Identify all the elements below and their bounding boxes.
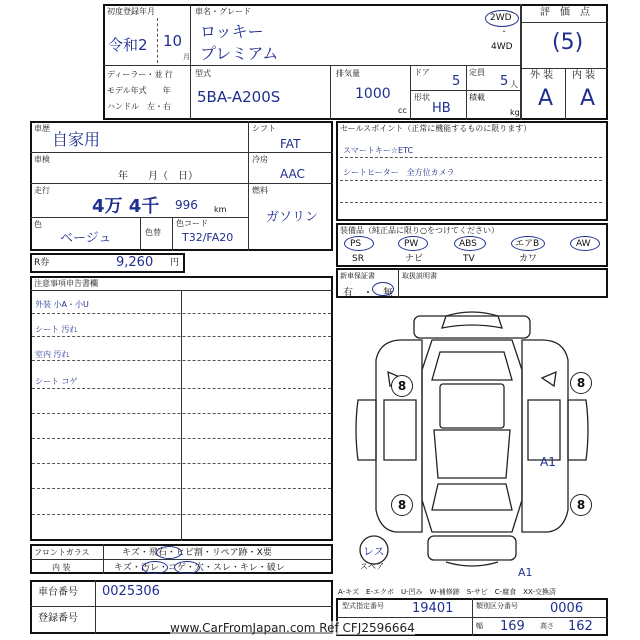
history-label: 車歴 [34,124,50,133]
note-item-2: シート 汚れ [35,325,78,334]
equip-airbag: エアB [515,239,540,249]
fuel-value: ガソリン [266,210,319,225]
dent-rear-right: 8 [570,494,592,516]
shape-label: 形状 [414,93,430,102]
car-diagram [336,300,608,580]
interior-grade: A [580,86,596,111]
spare-tire-label: スペア [360,562,384,571]
dealer-parallel: ディーラー・並 行 [107,70,173,79]
watermark: www.CarFromJapan.com Ref CFJ2596664 [170,621,415,635]
sales-item-1: スマートキー☆ETC [343,146,414,155]
drive-2wd: 2WD [490,13,512,23]
equip-aw: AW [576,239,591,249]
score-value: (5) [552,30,584,55]
front-glass-value: キズ・飛石・ヒビ割・リペア跡・X要 [122,548,272,558]
color-code-label: 色コード [176,219,208,228]
door-value: 5 [452,74,461,89]
door-label: ドア [414,68,430,77]
recycle-fee-box [30,253,185,273]
note-item-3: 室内 汚れ [35,350,70,359]
reg-date-label: 初度登録年月 [107,7,155,16]
registration-label: 登録番号 [38,613,78,624]
type-designation-label: 型式指定番号 [342,602,384,610]
warranty-value: 有 ・ 無 [343,288,393,299]
color-change-label: 色替 [145,228,161,237]
car-name: ロッキー [200,22,264,41]
dent-front-right: 8 [570,372,592,394]
fuel-label: 燃料 [252,186,268,195]
exterior-grade-label: 外 装 [530,70,554,81]
capacity-label: 定員 [469,68,485,77]
history-value: 自家用 [52,130,101,149]
dent-front-left: 8 [391,375,413,397]
ac-label: 冷房 [252,155,268,164]
height-label: 高さ [540,622,554,630]
chassis-label: 車台番号 [38,587,78,598]
drive-dot: ・ [500,27,508,36]
recycle-fee-value: 9,260 [116,255,154,270]
reg-month: 10 [163,32,183,50]
reg-month-unit: 月 [183,53,190,61]
shift-value: FAT [280,137,301,151]
mileage-value: 4万 4千 [92,196,160,217]
capacity-value: 5 [500,74,509,89]
spare-tire-mark: レス [363,545,385,558]
equip-navi: ナビ [405,254,424,264]
recycle-fee-label: R券 [34,258,50,268]
type-label: 型式 [195,69,211,78]
mileage-label: 走行 [34,186,50,195]
handle-side: ハンドル 左・右 [107,102,171,111]
shape-value: HB [432,101,451,116]
model-year: モデル年式 年 [107,86,171,95]
displacement-unit: cc [398,106,407,115]
car-grade: プレミアム [200,44,279,63]
equip-ps: PS [350,239,362,249]
warranty-label: 新車保証書 [340,272,375,280]
score-label: 評 価 点 [540,7,590,18]
width-label: 幅 [476,622,483,630]
width-value: 169 [500,619,525,634]
equip-pw: PW [404,239,419,249]
mileage-small: 996 [175,198,198,212]
front-glass-label: フロントガラス [34,548,90,557]
chassis-value: 0025306 [102,584,160,599]
color-value: ベージュ [60,231,112,246]
equip-leather: カワ [519,254,538,264]
exterior-grade: A [538,86,554,111]
dent-rear-left: 8 [391,494,413,516]
equip-tv: TV [463,254,475,264]
height-value: 162 [568,619,593,634]
equipment-label: 装備品（純正品に限り○をつけてください） [340,226,499,235]
classification-label: 類別区分番号 [476,602,518,610]
manual-label: 取扱説明書 [402,272,437,280]
drive-4wd: 4WD [491,42,513,52]
displacement-value: 1000 [355,86,391,102]
note-item-1: 外装 小A・小U [35,300,89,309]
type-value: 5BA-A200S [197,88,281,106]
capacity-unit: 人 [510,80,518,89]
load-label: 積載 [469,93,485,102]
damage-legend: A-キズ E-エクボ U-凹み W-補修跡 S-サビ C-腐食 XX-交換済 [338,588,556,596]
inspection-row: 年 月（ 日） [118,171,198,182]
sales-item-2: シートヒーター 全方位カメラ [343,168,455,177]
damage-mark-rear: A1 [518,566,533,579]
interior-value: キズ・汚レ・コゲ・穴・スレ・キレ・破レ [114,563,285,573]
interior-grade-label: 内 装 [572,70,596,81]
load-unit: kg [510,108,520,117]
displacement-label: 排気量 [336,69,360,78]
sales-point-label: セールスポイント（正常に機能するものに限ります） [340,124,532,133]
type-designation-no: 19401 [412,601,454,616]
equip-abs: ABS [459,239,477,249]
shift-label: シフト [252,124,276,133]
inspection-label: 車検 [34,155,50,164]
damage-mark-side: A1 [540,455,556,469]
recycle-fee-unit: 円 [170,258,180,268]
color-code: T32/FA20 [182,231,234,244]
car-name-label: 車名・グレード [195,7,251,16]
note-item-4: シート コゲ [35,377,78,386]
mileage-unit: km [214,205,227,214]
classification-no: 0006 [550,601,584,616]
equip-sr: SR [352,254,364,264]
ac-value: AAC [280,167,305,181]
notes-label: 注意事項申告書欄 [34,279,98,288]
interior-label: 内 装 [52,563,71,572]
color-label: 色 [34,220,42,229]
reg-era: 令和2 [108,36,148,54]
